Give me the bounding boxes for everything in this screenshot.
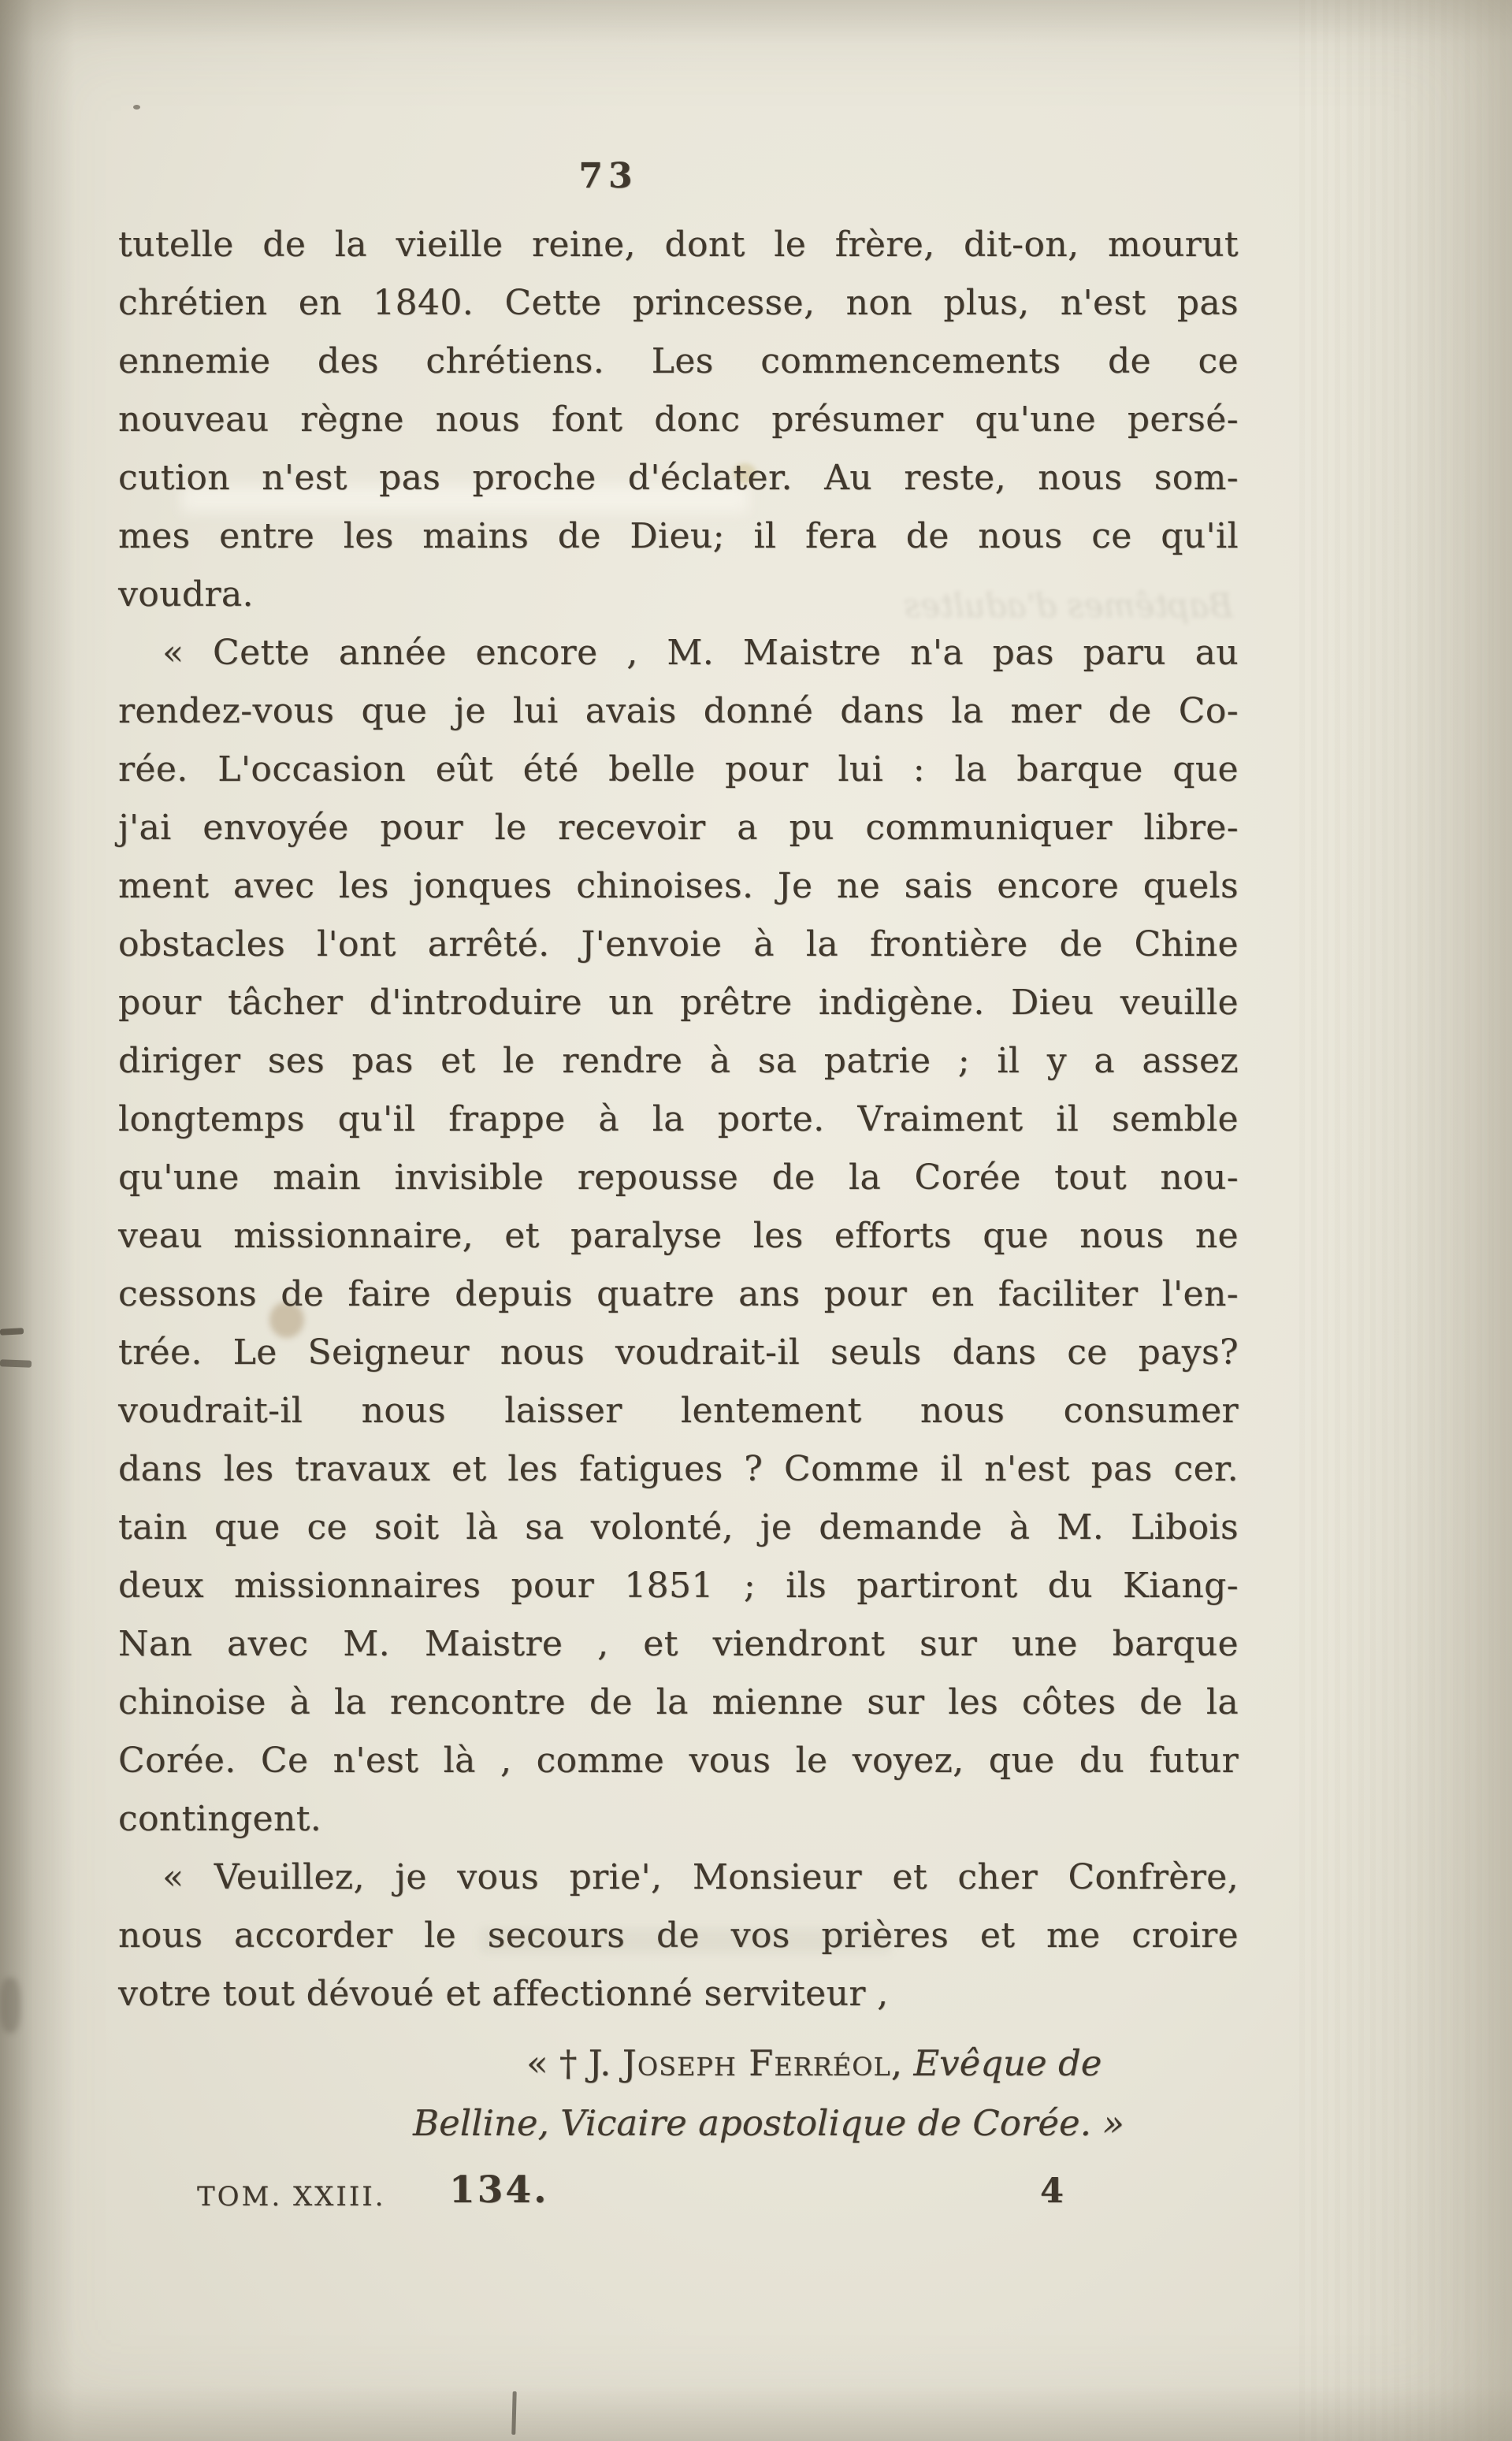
left-edge-mark [0,1328,24,1336]
text-line: votre tout dévoué et affectionné serviteur , [118,1974,889,2014]
signature-separator: , [890,2042,914,2084]
text-line: qu'une main invisible repousse de la Corée tout nou- [118,1157,1239,1198]
text-line: nouveau règne nous font donc présumer qu'une persé- [118,399,1239,440]
signature-name: Joseph Ferréol [622,2042,891,2084]
signature-prefix: « † J. [526,2042,622,2084]
signature-line-2: Belline, Vicaire apostolique de Corée. » [413,2102,1124,2144]
text-line: Nan avec M. Maistre , et viendront sur une barque [118,1624,1239,1664]
text-line: cution n'est pas proche d'éclater. Au reste, nous som- [118,458,1239,498]
left-edge-smudge [0,1978,20,2033]
paper-streaks [1299,0,1512,2441]
top-edge-shade [0,0,1512,43]
text-line: voudra. [118,574,254,615]
text-line: deux missionnaires pour 1851 ; ils partiront du Kiang- [118,1566,1239,1606]
text-line: longtemps qu'il frappe à la porte. Vraiment il semble [118,1099,1239,1139]
text-line: ennemie des chrétiens. Les commencements de ce [118,341,1239,381]
text-line: « Veuillez, je vous prie', Monsieur et cher Confrère, [162,1857,1239,1897]
ink-speck [133,105,140,110]
text-line: chrétien en 1840. Cette princesse, non plus, n'est pas [118,283,1239,323]
text-column [118,216,1239,2023]
text-line: rendez-vous que je lui avais donné dans la mer de Co- [118,691,1239,731]
text-line: rée. L'occasion eût été belle pour lui : la barque que [118,749,1239,790]
signature-line-1 [526,2034,1101,2093]
gutter-shadow [0,0,75,2441]
text-line: trée. Le Seigneur nous voudrait-il seuls dans ce pays? [118,1332,1239,1373]
text-line: chinoise à la rencontre de la mienne sur les côtes de la [118,1682,1239,1722]
footer-signature-mark: 4 [1040,2172,1064,2211]
text-line: mes entre les mains de Dieu; il fera de nous ce qu'il [118,516,1239,556]
left-edge-mark [0,1359,32,1367]
text-line: tain que ce soit là sa volonté, je demande à M. Libois [118,1507,1239,1547]
text-line: nous accorder le secours de vos prières et me croire [118,1915,1239,1956]
page-number: 73 [578,156,638,196]
text-line: ment avec les jonques chinoises. Je ne sais encore quels [118,866,1239,906]
text-line: diriger ses pas et le rendre à sa patrie ; il y a assez [118,1041,1239,1081]
text-line: contingent. [118,1799,322,1839]
text-line: j'ai envoyée pour le recevoir a pu communiquer libre- [118,808,1239,848]
text-line: pour tâcher d'introduire un prêtre indigène. Dieu veuille [118,983,1239,1023]
text-line: dans les travaux et les fatigues ? Comme il n'est pas cer. [118,1449,1239,1489]
signature-title: Evêque de [913,2042,1102,2084]
text-line: obstacles l'ont arrêté. J'envoie à la frontière de Chine [118,924,1239,964]
bottom-edge-shade [0,2386,1512,2441]
text-line: cessons de faire depuis quatre ans pour en faciliter l'en- [118,1274,1239,1314]
ink-showthrough-text: Baptêmes d'adultes [903,586,1233,625]
text-line: « Cette année encore , M. Maistre n'a pas paru au [162,633,1239,673]
text-line: Corée. Ce n'est là , comme vous le voyez, que du futur [118,1741,1239,1781]
text-line: voudrait-il nous laisser lentement nous consumer [118,1391,1239,1431]
text-line: tutelle de la vieille reine, dont le frère, dit-on, mourut [118,225,1239,265]
footer-issue-number: 134. [449,2168,549,2212]
footer-volume-label: TOM. XXIII. [197,2181,386,2213]
text-line: veau missionnaire, et paralyse les efforts que nous ne [118,1216,1239,1256]
